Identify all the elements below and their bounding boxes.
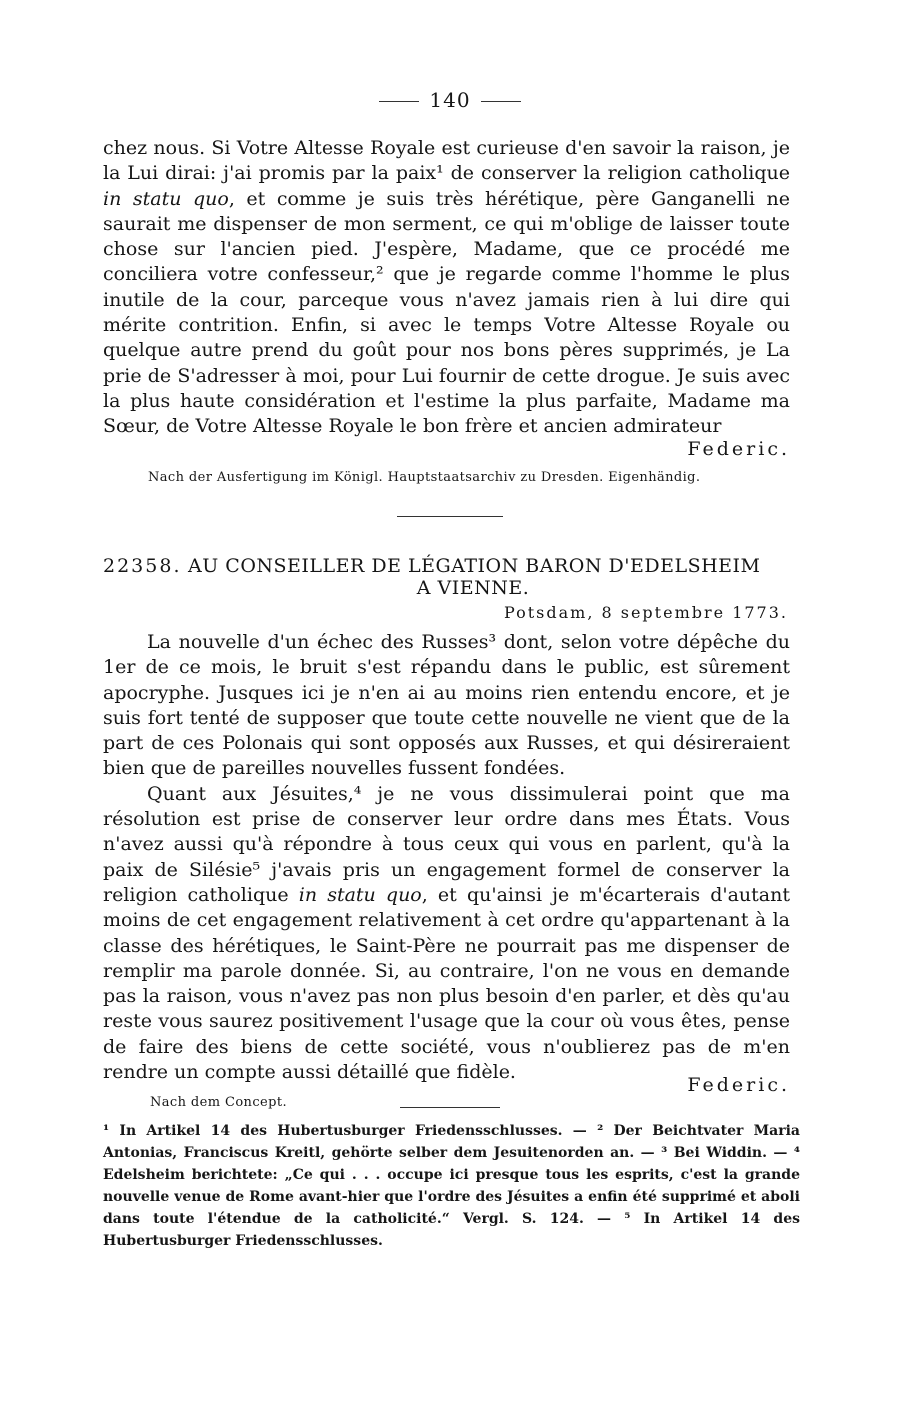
letter2-source-note: Nach dem Concept. bbox=[150, 1095, 287, 1110]
header-dash-left bbox=[379, 101, 419, 102]
letter2-signature: Federic. bbox=[687, 1074, 790, 1096]
footnotes bbox=[103, 1120, 800, 1252]
page-number: 140 bbox=[429, 88, 471, 112]
letter2-heading bbox=[103, 555, 803, 599]
letter2-paragraph-1: La nouvelle d'un échec des Russes³ dont, selon votre dépêche du 1er de ce mois, le bruit s'est répandu dans le public, est sûrement apocryphe. Jusques ici je n'en ai au moins rien entendu encore, et je suis fort tenté de supposer que toute cette nouvelle ne vient que de la part de ces Polonais qui sont opposés aux Russes, et qui désireraient bien que de pareilles nouvelles fussent fondées. bbox=[103, 631, 790, 780]
header-dash-right bbox=[481, 101, 521, 102]
letter1-signature: Federic. bbox=[687, 438, 790, 460]
letter2-title-line1: AU CONSEILLER DE LÉGATION BARON D'EDELSHEIM bbox=[188, 555, 761, 577]
letter2-number: 22358. bbox=[103, 555, 182, 577]
letter1-body: chez nous. Si Votre Altesse Royale est curieuse d'en savoir la raison, je la Lui dirai: j'ai promis par la paix¹ de conserver la religion catholique in statu quo, et comme je suis très hérétique, père Ganganelli ne saurait me dispenser de mon serment, ce qui m'oblige de laisser toute chose sur l'ancien pied. J'espère, Madame, que ce procédé me conciliera votre confesseur,² que je regarde comme l'homme le plus inutile de la cour, parceque vous n'avez jamais rien à lui dire qui mérite contrition. Enfin, si avec le temps Votre Altesse Royale ou quelque autre prend du goût pour nos bons pères supprimés, je La prie de S'adresser à moi, pour Lui fournir de cette drogue. Je suis avec la plus haute considération et l'estime la plus parfaite, Madame ma Sœur, de Votre Altesse Royale le bon frère et ancien admirateur bbox=[103, 137, 790, 438]
letter1-source-note: Nach der Ausfertigung im Königl. Hauptstaatsarchiv zu Dresden. Eigenhändig. bbox=[148, 470, 701, 485]
letter-continuation bbox=[103, 136, 790, 440]
latin-phrase: in statu quo bbox=[298, 883, 422, 906]
letter1-signature-row bbox=[103, 438, 790, 464]
section-divider bbox=[397, 516, 503, 517]
footnotes-text: ¹ In Artikel 14 des Hubertusburger Friedensschlusses. — ² Der Beichtvater Maria Antonias, Franciscus Kreitl, gehörte selber dem Jesuitenorden an. — ³ Bei Widdin. — ⁴ Edelsheim berichtete: „Ce qui . . . occupe ici presque tous les esprits, c'est la grande nouvelle venue de Rome avant-hier que l'ordre des Jésuites a enfin été supprimé et aboli dans toute l'étendue de la catholicité.“ Vergl. S. 124. — ⁵ In Artikel 14 des Hubertusburger Friedensschlusses. bbox=[103, 1123, 800, 1249]
letter2-body bbox=[103, 630, 790, 1085]
letter2-title-line2: A VIENNE. bbox=[416, 577, 530, 599]
footnote-divider bbox=[400, 1107, 500, 1108]
latin-phrase: in statu quo bbox=[103, 187, 229, 210]
page-header bbox=[0, 88, 900, 112]
letter2-dateline: Potsdam, 8 septembre 1773. bbox=[503, 603, 788, 622]
letter1-source-row bbox=[148, 466, 788, 485]
letter2-paragraph-2: Quant aux Jésuites,⁴ je ne vous dissimulerai point que ma résolution est prise de conserver leur ordre dans mes États. Vous n'avez aussi qu'à répondre à tous ceux qui vous en parlent, qu'à la paix de Silésie⁵ j'avais pris un engagement formel de conserver la religion catholique in statu quo, et qu'ainsi je m'écarterais d'autant moins de cet engagement relativement à cet ordre qu'appartenant à la classe des hérétiques, le Saint-Père ne pourrait pas me dispenser de remplir ma parole donnée. Si, au contraire, l'on ne vous en demande pas la raison, vous n'avez pas non plus besoin d'en parler, et dès qu'au reste vous saurez positivement l'usage que la cour où vous êtes, pense de faire des biens de cette société, vous n'oublierez pas de m'en rendre un compte aussi détaillé que fidèle. bbox=[103, 782, 791, 1084]
